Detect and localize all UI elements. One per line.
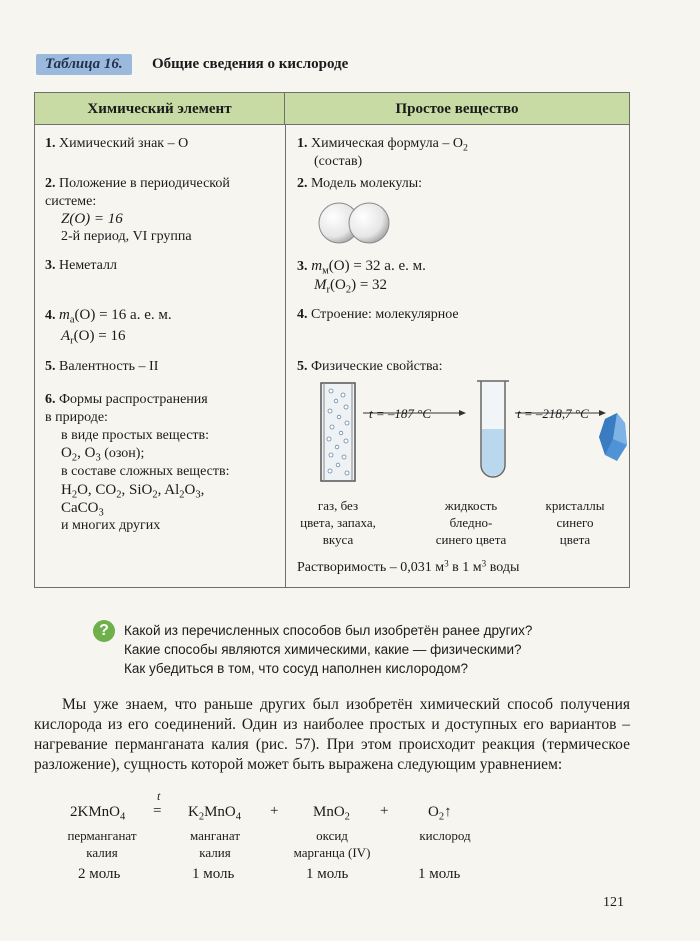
equals-sign: = <box>153 803 162 819</box>
body-paragraph: Мы уже знаем, что раньше других был изобретён химический способ получения кислорода из его соединений. Один из наиболее простых и доступных его вариантов – нагревание перманганата калия (рис. 57). При этом происходит реакция (термическое разложение), сущность которой может быть выражена следующим уравнением: <box>34 696 630 773</box>
right-row-2: 2. Модель молекулы: <box>297 176 423 191</box>
plus-sign-1: + <box>270 803 279 819</box>
left-row-6-simple: в виде простых веществ: <box>61 428 210 443</box>
left-row-3: 3. Неметалл <box>45 258 117 273</box>
left-row-2-z: Z(O) = 16 <box>61 211 123 227</box>
plus-sign-2: + <box>380 803 389 819</box>
right-row-1: 1. Химическая формула – $O_2$ <box>297 136 468 154</box>
label-manganate: манганат калия <box>189 828 241 860</box>
left-row-6-o2-o3: $O_2$, $O_3$ (озон); <box>61 445 145 464</box>
blue-crystals-icon <box>599 413 627 461</box>
question-icon: ? <box>93 620 115 642</box>
right-row-4: 4. Строение: молекулярное <box>297 307 459 322</box>
page-number: 121 <box>603 895 624 910</box>
left-row-4b: $A_r(O) = 16$ <box>61 328 126 347</box>
right-row-3: 3. $m_м(O) = 32$ а. е. м. <box>297 258 426 277</box>
gas-description: газ, без цвета, запаха, вкуса <box>300 498 376 547</box>
header-simple-substance: Простое вещество <box>285 93 629 125</box>
solubility: Растворимость – 0,031 $м^3$ в 1 $м^3$ воды <box>297 558 520 575</box>
label-manganese-oxide: оксид марганца (IV) <box>293 828 371 860</box>
right-row-1-note: (состав) <box>314 154 363 169</box>
oxygen-info-table <box>34 92 630 588</box>
crystal-description: кристаллы синего цвета <box>545 498 605 547</box>
right-row-3b: $M_r(O_2) = 32$ <box>314 277 388 296</box>
label-oxygen: кислород <box>419 828 471 843</box>
label-permanganate: перманганат калия <box>67 828 137 860</box>
question-2: Какие способы являются химическими, какие — физическими? <box>124 642 522 657</box>
product-o2: $O_2↑$ <box>428 804 452 823</box>
left-row-2: 2. Положение в периодической системе: <box>45 176 230 209</box>
column-divider <box>285 125 286 587</box>
left-row-6: 6. Формы распространения в природе: <box>45 392 208 425</box>
question-3: Как убедиться в том, что сосуд наполнен кислородом? <box>124 661 468 676</box>
left-row-5: 5. Валентность – II <box>45 359 159 374</box>
reaction-condition: t <box>157 789 161 803</box>
header-chemical-element: Химический элемент <box>35 93 285 125</box>
table-caption-tag: Таблица 16. <box>36 54 132 75</box>
left-row-1: 1. Химический знак – O <box>45 136 189 151</box>
moles-product-3: 1 моль <box>418 866 461 882</box>
table-caption-title: Общие сведения о кислороде <box>152 56 349 72</box>
temp-boiling-label: t = –187 °C <box>369 406 432 421</box>
product-mno2: MnO$_2$ <box>313 804 350 823</box>
physical-states-illustration <box>291 379 627 489</box>
question-1: Какой из перечисленных способов был изобретён ранее других? <box>124 623 533 638</box>
left-row-6-compounds: $H_2O$, $CO_2$, SiO$_2$, $Al_2O_3$, <box>61 482 205 501</box>
liquid-test-tube-icon <box>477 381 509 477</box>
moles-reactant: 2 моль <box>78 866 121 882</box>
temp-melting-label: t = –218,7 °C <box>517 406 589 421</box>
gas-cylinder-icon <box>321 383 355 481</box>
moles-product-1: 1 моль <box>192 866 235 882</box>
reactant-kmno4: 2KMnO$_4$ <box>70 804 126 823</box>
left-row-6-others: и многих других <box>61 518 161 533</box>
moles-product-2: 1 моль <box>306 866 349 882</box>
left-row-6-caco3: CaCO$_3$ <box>61 500 104 519</box>
product-k2mno4: $K_2MnO_4$ <box>188 804 242 823</box>
left-row-6-complex: в составе сложных веществ: <box>61 464 230 479</box>
left-row-4: 4. $m_a(O) = 16$ а. е. м. <box>45 307 172 326</box>
right-row-5: 5. Физические свойства: <box>297 359 443 374</box>
liquid-description: жидкость бледно- синего цвета <box>435 498 507 547</box>
molecule-model-icon <box>317 199 397 247</box>
left-row-2-period: 2-й период, VI группа <box>61 229 192 244</box>
